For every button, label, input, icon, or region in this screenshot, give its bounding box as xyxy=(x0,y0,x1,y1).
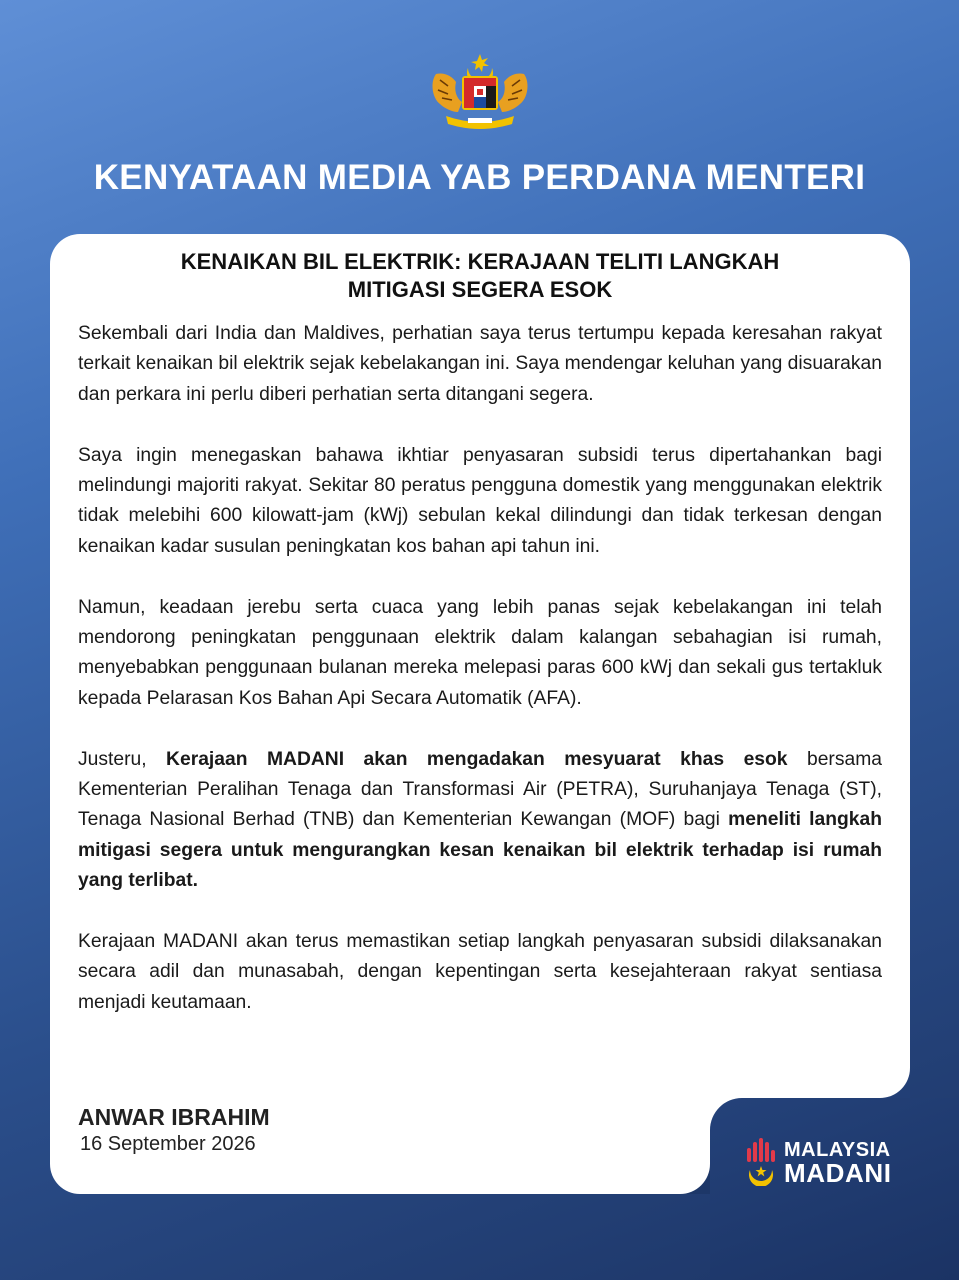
paragraph-3: Namun, keadaan jerebu serta cuaca yang lebih panas sejak kebelakangan ini telah mendorong peningkatan penggunaan elektrik dalam kalangan sebahagian isi rumah, menyebabkan penggunaan bulanan mereka melepasi paras 600 kWj dan sekali gus tertakluk kepada Pelarasan Kos Bahan Api Secara Automatik (AFA). xyxy=(78,596,882,709)
bold-meeting-text: Kerajaan MADANI akan mengadakan mesyuarat khas esok xyxy=(166,748,788,770)
paragraph-2: Saya ingin menegaskan bahawa ikhtiar penyasaran subsidi terus dipertahankan bagi melindungi majoriti rakyat. Sekitar 80 peratus pengguna domestik yang menggunakan elektrik tidak melebihi 600 kilowatt-jam (kWj) sebulan kekal dilindungi dan tidak terkesan dengan kenaikan kadar susulan peningkatan kos bahan api tahun ini. xyxy=(78,444,882,557)
statement-body xyxy=(78,319,882,1049)
malaysia-madani-logo xyxy=(744,1136,904,1186)
statement-title: KENAIKAN BIL ELEKTRIK: KERAJAAN TELITI LANGKAH MITIGASI SEGERA ESOK xyxy=(180,249,780,302)
signature-date: 16 September 2026 xyxy=(80,1133,256,1155)
logo-line-2: MADANI xyxy=(784,1158,892,1188)
madani-hand-icon xyxy=(744,1136,778,1186)
paragraph-1: Sekembali dari India dan Maldives, perhatian saya terus tertumpu kepada keresahan rakyat terkait kenaikan bil elektrik sejak kebelakangan ini. Saya mendengar keluhan yang disuarakan dan perkara ini perlu diberi perhatian serta ditangani segera. xyxy=(78,323,882,405)
logo-line-1: MALAYSIA xyxy=(784,1139,891,1161)
coat-of-arms-icon xyxy=(428,52,532,132)
paragraph-4: Justeru, Kerajaan MADANI akan mengadakan mesyuarat khas esok bersama Kementerian Peralihan Tenaga dan Transformasi Air (PETRA), Suruhanjaya Tenaga (ST), Tenaga Nasional Berhad (TNB) dan Kementerian Kewangan (MOF) bagi meneliti langkah mitigasi segera untuk mengurangkan kesan kenaikan bil elektrik terhadap isi rumah yang terlibat. xyxy=(78,748,883,892)
bold-mitigation-text: meneliti langkah mitigasi segera untuk mengurangkan kesan kenaikan bil elektrik terhadap isi rumah yang terlibat. xyxy=(78,809,882,892)
logo-notch xyxy=(710,1098,959,1280)
paragraph-5: Kerajaan MADANI akan terus memastikan setiap langkah penyasaran subsidi dilaksanakan secara adil dan munasabah, dengan kepentingan serta kesejahteraan rakyat sentiasa menjadi keutamaan. xyxy=(78,931,882,1013)
signature-name: ANWAR IBRAHIM xyxy=(78,1104,270,1130)
headline: KENYATAAN MEDIA YAB PERDANA MENTERI xyxy=(93,158,866,197)
